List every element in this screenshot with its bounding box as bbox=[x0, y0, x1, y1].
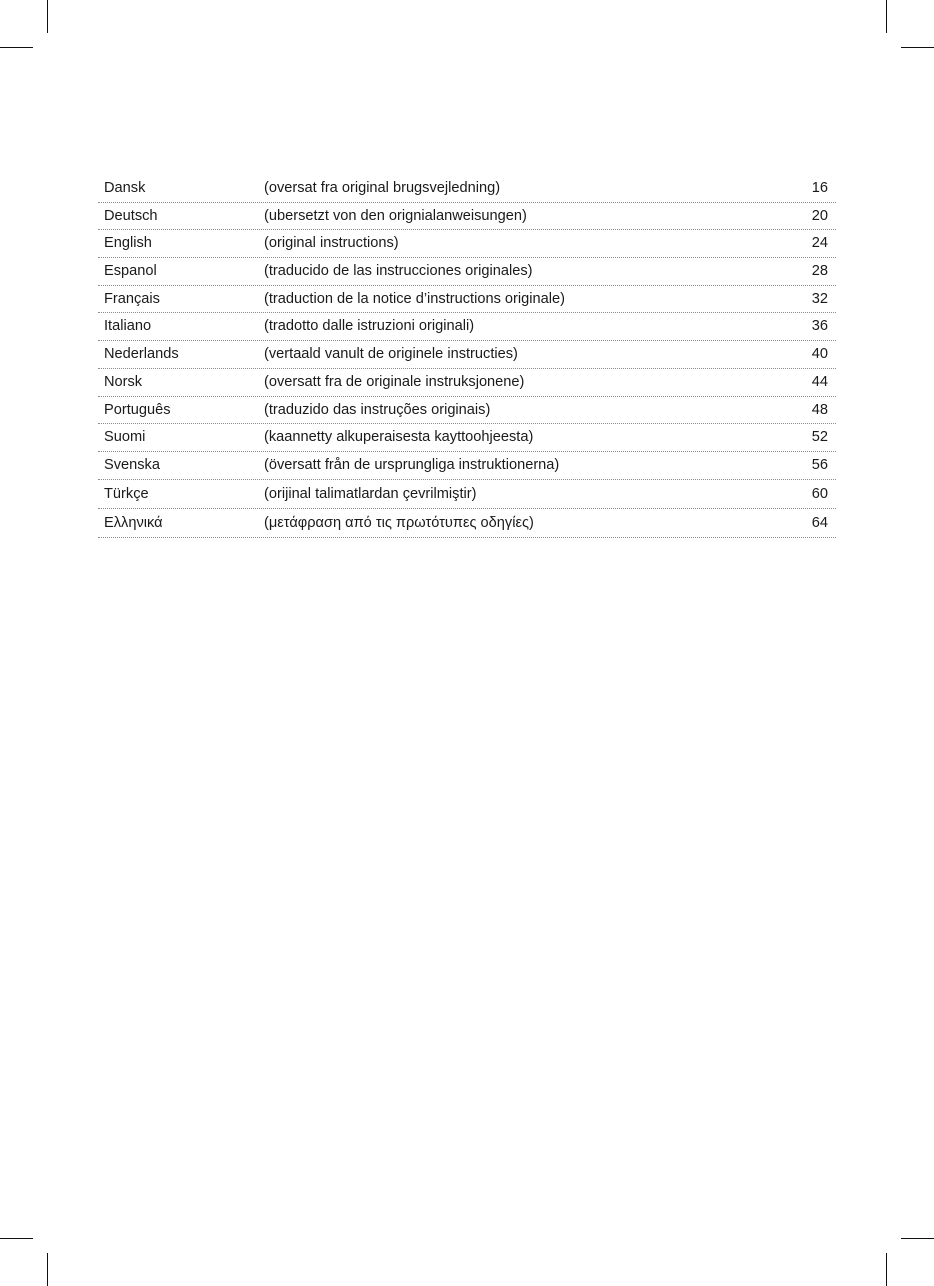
toc-row[interactable] bbox=[98, 452, 836, 480]
toc-row[interactable] bbox=[98, 286, 836, 314]
crop-mark-bottom-left bbox=[0, 1238, 33, 1239]
toc-page-number: 16 bbox=[811, 180, 828, 196]
toc-language: English bbox=[104, 235, 152, 252]
crop-mark-top-left bbox=[47, 0, 48, 33]
toc-page-number: 48 bbox=[811, 401, 828, 418]
toc-description: (μετάφραση από τις πρωτότυπες οδηγίες) bbox=[264, 514, 534, 531]
toc-language: Dansk bbox=[104, 180, 146, 196]
toc-description: (tradotto dalle istruzioni originali) bbox=[264, 318, 475, 335]
toc-page-number: 20 bbox=[811, 207, 828, 224]
toc-page-number: 60 bbox=[811, 485, 828, 502]
toc-page-number: 40 bbox=[811, 346, 828, 363]
toc-language: Suomi bbox=[104, 429, 146, 446]
toc-page-number: 52 bbox=[811, 429, 828, 446]
toc-page-number: 24 bbox=[811, 235, 828, 252]
toc-description: (original instructions) bbox=[264, 235, 399, 252]
toc-row[interactable] bbox=[98, 258, 836, 286]
toc-row[interactable] bbox=[98, 313, 836, 341]
toc-language: Norsk bbox=[104, 373, 143, 390]
toc-language: Italiano bbox=[104, 318, 152, 335]
toc-row[interactable] bbox=[98, 424, 836, 452]
crop-mark-bottom-right bbox=[886, 1253, 887, 1286]
toc-row[interactable] bbox=[98, 397, 836, 425]
crop-mark-bottom-left bbox=[47, 1253, 48, 1286]
toc-language: Nederlands bbox=[104, 346, 179, 363]
crop-mark-top-right bbox=[886, 0, 887, 33]
toc-page-number: 64 bbox=[811, 514, 828, 531]
toc-description: (traduction de la notice d’instructions originale) bbox=[264, 290, 565, 307]
toc-row[interactable] bbox=[98, 341, 836, 369]
toc-language: Türkçe bbox=[104, 485, 149, 502]
toc-row[interactable] bbox=[98, 509, 836, 538]
toc-description: (oversat fra original brugsvejledning) bbox=[264, 180, 501, 196]
toc-language: Ελληνικά bbox=[104, 514, 163, 531]
toc-row[interactable] bbox=[98, 203, 836, 231]
toc-page-number: 56 bbox=[811, 456, 828, 473]
crop-mark-top-left bbox=[0, 47, 33, 48]
toc-page-number: 36 bbox=[811, 318, 828, 335]
toc-description: (kaannetty alkuperaisesta kayttoohjeesta) bbox=[264, 429, 534, 446]
toc-language: Deutsch bbox=[104, 207, 158, 224]
crop-mark-bottom-right bbox=[901, 1238, 934, 1239]
toc-description: (vertaald vanult de originele instructies) bbox=[264, 346, 518, 363]
toc-description: (översatt från de ursprungliga instruktionerna) bbox=[264, 456, 560, 473]
toc-description: (ubersetzt von den orignialanweisungen) bbox=[264, 207, 527, 224]
toc-language: Português bbox=[104, 401, 171, 418]
toc-row[interactable] bbox=[98, 175, 836, 203]
toc-language: Espanol bbox=[104, 263, 157, 280]
toc-page-number: 28 bbox=[811, 263, 828, 280]
toc-row[interactable] bbox=[98, 369, 836, 397]
crop-mark-top-right bbox=[901, 47, 934, 48]
toc-language: Français bbox=[104, 290, 160, 307]
toc-description: (traducido de las instrucciones originales) bbox=[264, 263, 533, 280]
toc-language: Svenska bbox=[104, 456, 160, 473]
toc-row[interactable] bbox=[98, 480, 836, 509]
toc-description: (orijinal talimatlardan çevrilmiştir) bbox=[264, 485, 477, 502]
toc-description: (oversatt fra de originale instruksjonene) bbox=[264, 373, 525, 390]
toc-page-number: 44 bbox=[811, 373, 828, 390]
toc-description: (traduzido das instruções originais) bbox=[264, 401, 491, 418]
toc-row[interactable] bbox=[98, 230, 836, 258]
language-contents-table bbox=[98, 175, 836, 538]
toc-page-number: 32 bbox=[811, 290, 828, 307]
